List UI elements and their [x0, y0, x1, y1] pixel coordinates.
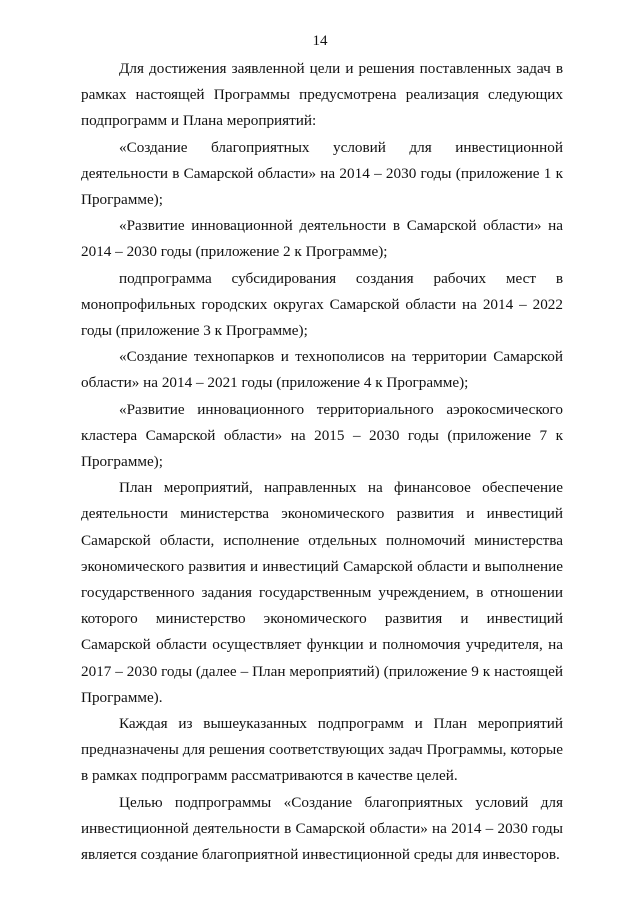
- paragraph-subprogram-aerospace: «Развитие инновационного территориального аэрокосмического кластера Самарской области» на 2015 – 2030 годы (приложение 7 к Программе);: [81, 400, 563, 471]
- paragraph-goal: Целью подпрограммы «Создание благоприятных условий для инвестиционной деятельности в Самарской области» на 2014 – 2030 годы является создание благоприятной инвестиционной среды для инвесторов.: [81, 793, 563, 864]
- document-body: [81, 56, 563, 868]
- page-number: 14: [312, 33, 328, 49]
- paragraph-subprogram-technoparks: «Создание технопарков и технополисов на территории Самарской области» на 2014 – 2021 годы (приложение 4 к Программе);: [81, 348, 563, 392]
- paragraph-action-plan: План мероприятий, направленных на финансовое обеспечение деятельности министерства экономического развития и инвестиций Самарской области, исполнение отдельных полномочий министерства экономического развития и инвестиций Самарской области и выполнение государственного задания государственным учреждением, в отношении которого министерство экономического развития и инвестиций Самарской области осуществляет функции и полномочия учредителя, на 2017 – 2030 годы (далее – План мероприятий) (приложение 9 к настоящей Программе).: [81, 479, 563, 706]
- paragraph-intro: Для достижения заявленной цели и решения поставленных задач в рамках настоящей Программы предусмотрена реализация следующих подпрограмм и Плана мероприятий:: [81, 60, 563, 130]
- paragraph-subprogram-innovation: «Развитие инновационной деятельности в Самарской области» на 2014 – 2030 годы (приложение 2 к Программе);: [81, 217, 563, 261]
- paragraph-subprogram-jobs: подпрограмма субсидирования создания рабочих мест в монопрофильных городских округах Самарской области на 2014 – 2022 годы (приложение 3 к Программе);: [81, 269, 563, 340]
- paragraph-purpose: Каждая из вышеуказанных подпрограмм и План мероприятий предназначены для решения соответствующих задач Программы, которые в рамках подпрограмм рассматриваются в качестве целей.: [81, 715, 563, 785]
- paragraph-subprogram-investment: «Создание благоприятных условий для инвестиционной деятельности в Самарской области» на 2014 – 2030 годы (приложение 1 к Программе);: [81, 138, 563, 209]
